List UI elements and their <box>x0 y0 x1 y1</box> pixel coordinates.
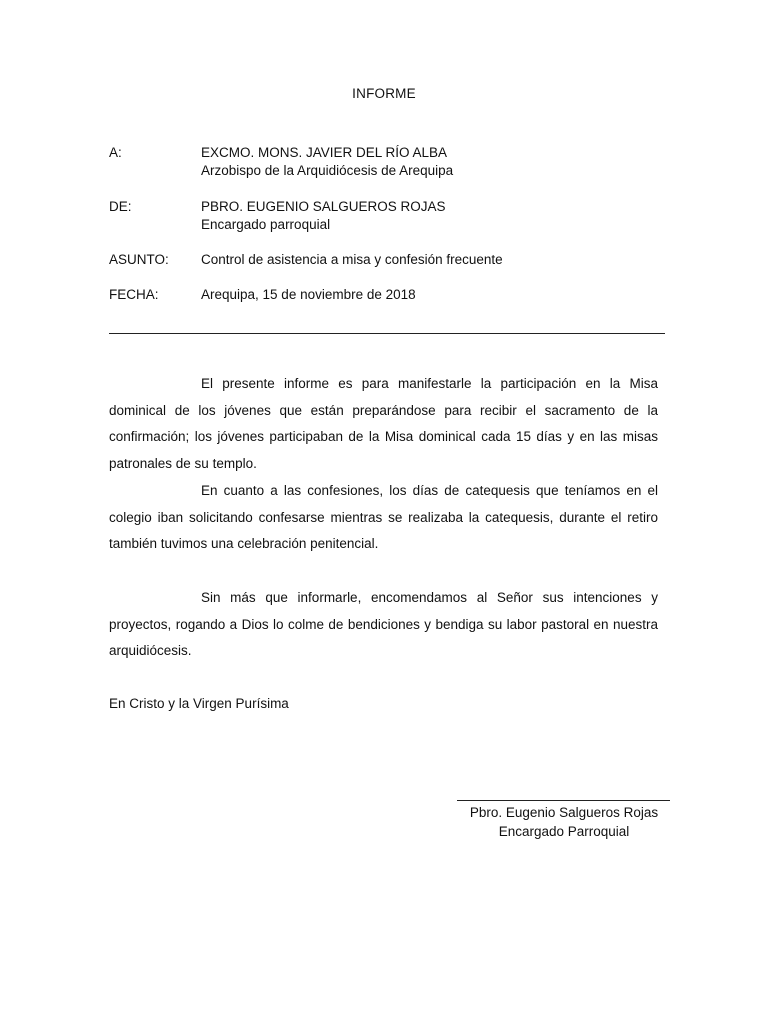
header-to-value <box>201 144 671 180</box>
header-to-label: A: <box>109 145 122 160</box>
document-title: INFORME <box>352 86 416 101</box>
signature-role: Encargado Parroquial <box>498 824 630 839</box>
signature-block <box>452 803 676 841</box>
header-divider <box>109 333 665 334</box>
header-subject-label: ASUNTO: <box>109 252 169 267</box>
sender-name: PBRO. EUGENIO SALGUEROS ROJAS <box>201 199 446 214</box>
header-date-label: FECHA: <box>109 287 159 302</box>
paragraph-3: Sin más que informarle, encomendamos al Señor sus intenciones y proyectos, rogando a Dios lo colme de bendiciones y bendiga su labor pastoral en nuestra arquidiócesis. <box>109 590 658 659</box>
paragraph-1: El presente informe es para manifestarle la participación en la Misa dominical de los jóvenes que están preparándose para recibir el sacramento de la confirmación; los jóvenes participaban de la Misa dominical cada 15 días y en las misas patronales de su templo. <box>109 376 658 472</box>
header-date-value <box>201 286 671 304</box>
signature-line <box>457 800 670 801</box>
paragraph-2: En cuanto a las confesiones, los días de catequesis que teníamos en el colegio iban solicitando confesarse mientras se realizaba la catequesis, durante el retiro también tuvimos una celebración penitencial. <box>109 483 658 552</box>
subject-text: Control de asistencia a misa y confesión frecuente <box>201 252 503 267</box>
recipient-name: EXCMO. MONS. JAVIER DEL RÍO ALBA <box>201 145 448 160</box>
header-subject-value <box>201 251 671 269</box>
closing-salutation: En Cristo y la Virgen Purísima <box>109 696 289 711</box>
signature-name: Pbro. Eugenio Salgueros Rojas <box>469 805 659 820</box>
header-from-label: DE: <box>109 199 132 214</box>
recipient-title: Arzobispo de la Arquidiócesis de Arequipa <box>201 163 454 178</box>
header-from-value <box>201 198 671 234</box>
sender-title: Encargado parroquial <box>201 217 331 232</box>
date-text: Arequipa, 15 de noviembre de 2018 <box>201 287 416 302</box>
